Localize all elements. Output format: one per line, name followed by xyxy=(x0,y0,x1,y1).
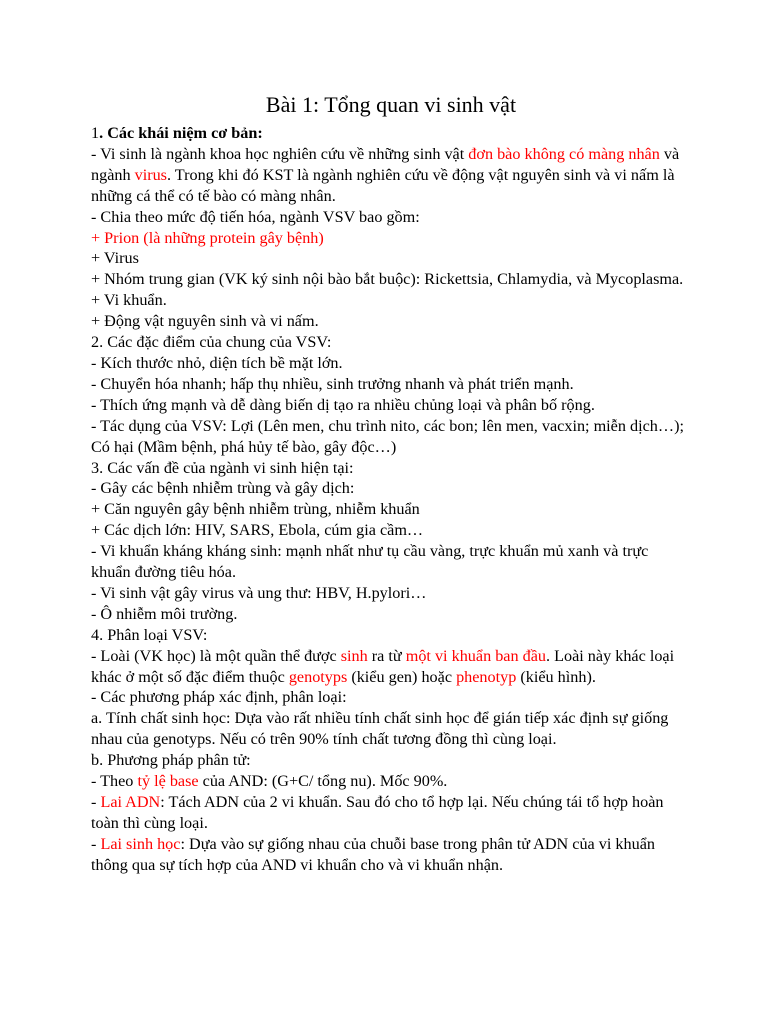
paragraph: a. Tính chất sinh học: Dựa vào rất nhiều tính chất sinh học để gián tiếp xác định sự giống nhau của genotyps. Nếu có trên 90% tính chất tương đồng thì cùng loại. xyxy=(91,709,669,749)
highlight-text: Lai ADN xyxy=(100,793,161,811)
highlight-paragraph: + Prion (là những protein gây bệnh) xyxy=(91,228,324,247)
paragraph-species xyxy=(91,646,691,688)
document-page xyxy=(91,92,691,876)
paragraph: - Tác dụng của VSV: Lợi (Lên men, chu trình nito, các bon; lên men, vacxin; miễn dịch…); Có hại (Mầm bệnh, phá hủy tế bào, gây độc…) xyxy=(91,416,684,456)
section-number: 1 xyxy=(91,124,100,142)
paragraph: - Thích ứng mạnh và dễ dàng biến dị tạo ra nhiều chủng loại và phân bố rộng. xyxy=(91,395,595,414)
paragraph-dna-hybrid xyxy=(91,792,691,834)
text-run: và ngành xyxy=(91,144,680,184)
paragraph: + Nhóm trung gian (VK ký sinh nội bào bắt buộc): Rickettsia, Chlamydia, và Mycoplasma. xyxy=(91,270,684,289)
text-run: : Tách ADN của 2 vi khuẩn. Sau đó cho tổ hợp lại. Nếu chúng tái tổ hợp hoàn toàn thì cùng loại. xyxy=(91,793,664,832)
paragraph: - Các phương pháp xác định, phân loại: xyxy=(91,688,347,707)
paragraph: - Kích thước nhỏ, diện tích bề mặt lớn. xyxy=(91,353,343,372)
paragraph: + Các dịch lớn: HIV, SARS, Ebola, cúm gia cầm… xyxy=(91,521,424,540)
highlight-text: genotyps xyxy=(288,667,348,686)
text-run: (kiểu gen) hoặc xyxy=(347,667,457,686)
text-run: . Loài này khác loại khác ở một số đặc điểm thuộc xyxy=(91,646,675,686)
text-run: (kiểu hình). xyxy=(516,667,596,686)
paragraph-base-ratio xyxy=(91,771,691,792)
highlight-text: đơn bào không có màng nhân xyxy=(468,144,660,163)
paragraph: + Động vật nguyên sinh và vi nấm. xyxy=(91,312,319,331)
paragraph: - Ô nhiễm môi trường. xyxy=(91,604,238,623)
highlight-text: một vi khuẩn ban đầu xyxy=(405,646,546,665)
paragraph: - Vi khuẩn kháng kháng sinh: mạnh nhất như tụ cầu vàng, trực khuẩn mủ xanh và trực khuẩn đường tiêu hóa. xyxy=(91,542,649,582)
section-3-heading: 3. Các vấn đề của ngành vi sinh hiện tại: xyxy=(91,458,354,477)
text-run: - Vi sinh là ngành khoa học nghiên cứu về những sinh vật xyxy=(91,144,469,163)
highlight-text: Lai sinh học xyxy=(100,834,181,853)
text-run: . Trong khi đó KST là ngành nghiên cứu về động vật nguyên sinh và vi nấm là những cá thể có tế bào có màng nhân. xyxy=(91,165,675,205)
text-run: - Loài (VK học) là một quần thể được xyxy=(91,646,341,665)
text-run: của AND: (G+C/ tổng nu). Mốc 90%. xyxy=(198,772,448,791)
text-run: : Dựa vào sự giống nhau của chuỗi base trong phân tử ADN của vi khuẩn thông qua sự tích hợp của AND vi khuẩn cho và vi khuẩn nhận. xyxy=(91,834,655,874)
document-title: Bài 1: Tổng quan vi sinh vật xyxy=(265,92,517,117)
section-4-heading: 4. Phân loại VSV: xyxy=(91,625,208,644)
paragraph: b. Phương pháp phân tử: xyxy=(91,751,251,770)
highlight-text: sinh xyxy=(340,646,368,665)
text-run: - xyxy=(91,793,101,811)
highlight-text: virus xyxy=(134,165,167,184)
section-2-heading: 2. Các đặc điểm của chung của VSV: xyxy=(91,333,332,352)
paragraph-bio-hybrid xyxy=(91,834,691,876)
paragraph: + Virus xyxy=(91,249,139,268)
section-1-heading xyxy=(91,123,691,144)
paragraph: - Chia theo mức độ tiến hóa, ngành VSV bao gồm: xyxy=(91,207,420,226)
paragraph: - Gây các bệnh nhiễm trùng và gây dịch: xyxy=(91,479,355,498)
paragraph: - Vi sinh vật gây virus và ung thư: HBV, H.pylori… xyxy=(91,583,427,602)
paragraph: - Chuyển hóa nhanh; hấp thụ nhiều, sinh trưởng nhanh và phát triển mạnh. xyxy=(91,374,574,393)
paragraph: + Vi khuẩn. xyxy=(91,291,167,310)
highlight-text: tỷ lệ base xyxy=(137,772,199,791)
text-run: ra từ xyxy=(367,646,406,665)
paragraph-definition xyxy=(91,144,691,207)
text-run: - Theo xyxy=(91,772,138,791)
highlight-text: phenotyp xyxy=(456,667,517,686)
text-run: - xyxy=(91,834,101,853)
paragraph: + Căn nguyên gây bệnh nhiễm trùng, nhiễm khuẩn xyxy=(91,500,420,519)
section-heading-text: . Các khái niệm cơ bản: xyxy=(99,124,263,142)
